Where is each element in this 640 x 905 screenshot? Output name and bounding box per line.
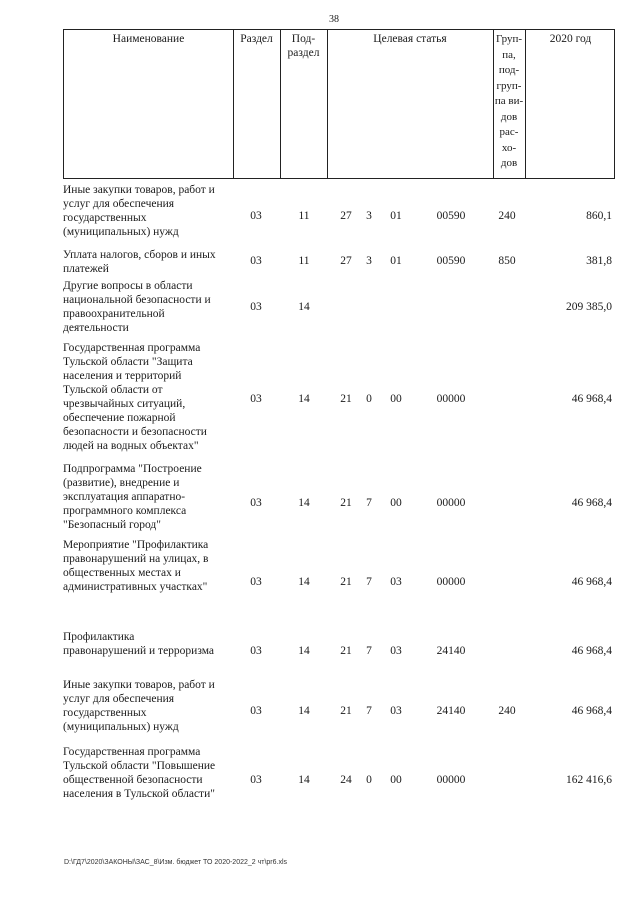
cell-pr: 14 (298, 774, 310, 786)
cell-t1: 21 (340, 645, 352, 657)
header-name: Наименование (112, 33, 185, 45)
cell-t4: 00000 (436, 393, 466, 405)
header-subsection: Под- раздел (287, 33, 320, 59)
cell-pr: 14 (298, 497, 310, 509)
cell-t1: 27 (340, 255, 352, 267)
cell-t2: 7 (366, 497, 372, 509)
cell-t3: 01 (390, 255, 402, 267)
cell-rz: 03 (250, 705, 262, 717)
cell-t3: 00 (390, 497, 402, 509)
cell-t2: 3 (366, 210, 372, 222)
cell-t2: 7 (366, 645, 372, 657)
cell-t2: 0 (366, 774, 372, 786)
cell-amount: 209 385,0 (566, 301, 612, 313)
cell-t1: 24 (340, 774, 352, 786)
cell-vr: 850 (498, 255, 516, 267)
header-section: Раздел (240, 33, 273, 45)
cell-t3: 00 (390, 393, 402, 405)
row-name: Иные закупки товаров, работ и услуг для обеспечения государственных (муниципальных) нужд (63, 679, 215, 733)
cell-t1: 21 (340, 393, 352, 405)
cell-rz: 03 (250, 255, 262, 267)
cell-amount: 46 968,4 (571, 645, 612, 657)
cell-pr: 14 (298, 393, 310, 405)
row-name: Мероприятие "Профилактика правонарушений на улицах, в общественных местах и административных участках" (63, 539, 209, 593)
cell-rz: 03 (250, 497, 262, 509)
cell-t3: 01 (390, 210, 402, 222)
cell-t1: 21 (340, 576, 352, 588)
cell-t2: 7 (366, 705, 372, 717)
cell-amount: 381,8 (586, 255, 612, 267)
cell-t2: 0 (366, 393, 372, 405)
header-target: Целевая статья (373, 33, 447, 45)
header-year: 2020 год (549, 33, 592, 45)
cell-t4: 00000 (436, 774, 466, 786)
row-name: Иные закупки товаров, работ и услуг для обеспечения государственных (муниципальных) нужд (63, 184, 215, 238)
file-path-footer: D:\ГД7\2020\ЗАКОНЫ\ЗАС_8\Изм. бюджет ТО 2020-2022_2 чт\pr6.xls (64, 859, 288, 866)
cell-t4: 00590 (436, 255, 466, 267)
row-name: Государственная программа Тульской области "Защита населения и территорий Тульской области от чрезвычайных ситуаций, обеспечение пожарной безопасности и безопасности людей на водных объектах" (63, 342, 207, 452)
cell-pr: 14 (298, 301, 310, 313)
table-header (63, 29, 615, 179)
cell-t2: 3 (366, 255, 372, 267)
cell-pr: 14 (298, 645, 310, 657)
row-name: Государственная программа Тульской области "Повышение общественной безопасности населения в Тульской области" (63, 746, 216, 800)
cell-rz: 03 (250, 210, 262, 222)
row-name: Другие вопросы в области национальной безопасности и правоохранительной деятельности (63, 280, 211, 334)
row-name: Подпрограмма "Построение (развитие), внедрение и эксплуатация аппаратно- программного комплекса "Безопасный город" (63, 463, 202, 531)
cell-pr: 11 (298, 255, 310, 267)
cell-t4: 24140 (436, 645, 466, 657)
cell-t4: 00000 (436, 497, 466, 509)
cell-rz: 03 (250, 393, 262, 405)
cell-t4: 00590 (436, 210, 466, 222)
cell-amount: 860,1 (586, 210, 612, 222)
header-group: Груп- па, под- груп- па ви- дов рас- хо- дов (494, 33, 524, 169)
cell-rz: 03 (250, 645, 262, 657)
cell-t1: 21 (340, 705, 352, 717)
row-name: Профилактика правонарушений и терроризма (63, 631, 215, 657)
cell-pr: 14 (298, 576, 310, 588)
cell-t4: 24140 (436, 705, 466, 717)
cell-t3: 03 (390, 645, 402, 657)
cell-pr: 14 (298, 705, 310, 717)
row-name: Уплата налогов, сборов и иных платежей (63, 249, 216, 275)
cell-amount: 46 968,4 (571, 393, 612, 405)
cell-t3: 03 (390, 705, 402, 717)
cell-rz: 03 (250, 576, 262, 588)
cell-vr: 240 (498, 210, 516, 222)
cell-amount: 162 416,6 (566, 774, 612, 786)
cell-t3: 00 (390, 774, 402, 786)
cell-amount: 46 968,4 (571, 576, 612, 588)
cell-pr: 11 (298, 210, 310, 222)
cell-t1: 21 (340, 497, 352, 509)
page-number: 38 (329, 14, 339, 25)
cell-t1: 27 (340, 210, 352, 222)
cell-amount: 46 968,4 (571, 705, 612, 717)
cell-t4: 00000 (436, 576, 466, 588)
cell-amount: 46 968,4 (571, 497, 612, 509)
cell-t2: 7 (366, 576, 372, 588)
cell-rz: 03 (250, 301, 262, 313)
cell-t3: 03 (390, 576, 402, 588)
cell-vr: 240 (498, 705, 516, 717)
cell-rz: 03 (250, 774, 262, 786)
